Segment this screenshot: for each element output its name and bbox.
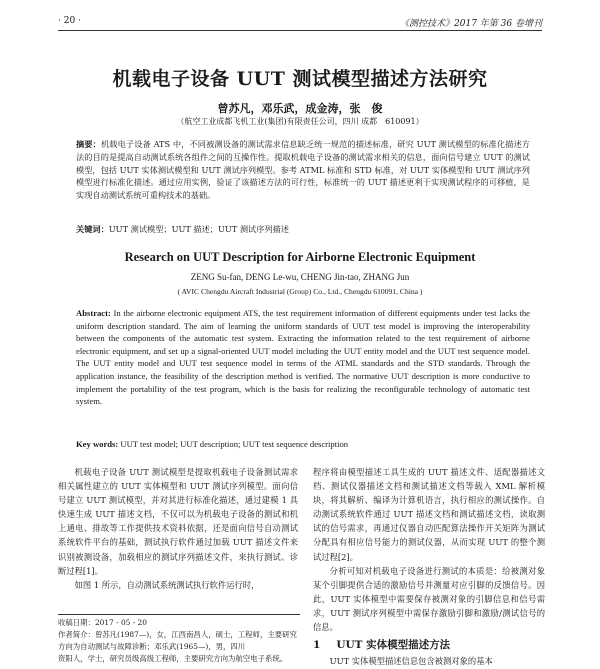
- received-date: 收稿日期：2017 - 05 - 20: [58, 618, 147, 627]
- page-number: · 20 ·: [58, 16, 81, 26]
- body-column-left: [58, 465, 298, 592]
- abstract-en: [76, 307, 530, 408]
- section-title: UUT 实体模型描述方法: [336, 639, 451, 651]
- footnote: [58, 614, 300, 665]
- abstract-cn: [76, 138, 530, 202]
- body-column-right: [313, 465, 545, 634]
- paper-title-en: Research on UUT Description for Airborne Electronic Equipment: [124, 250, 476, 264]
- body-paragraph: 如图 1 所示，自动测试系统测试执行软件运行时，: [74, 579, 260, 590]
- author-bio: 作者简介：曾苏凡(1987—)，女，江西南昌人，硕士，工程师，主要研究方向为自动测试与故障诊断；邓乐武(1965—)，男，四川: [58, 630, 297, 651]
- abstract-en-label: Abstract:: [76, 308, 111, 318]
- keywords-cn: [76, 224, 530, 235]
- affiliation-cn: （航空工业成都飞机工业(集团)有限责任公司，四川 成都 610091）: [176, 117, 424, 126]
- abstract-cn-label: 摘要：: [76, 139, 101, 149]
- keywords-cn-label: 关键词：: [76, 224, 109, 234]
- keywords-en-label: Key words:: [76, 439, 119, 449]
- keywords-cn-text: UUT 测试模型；UUT 描述；UUT 测试序列描述: [108, 224, 289, 234]
- authors-en: ZENG Su-fan, DENG Le-wu, CHENG Jin-tao, ZHANG Jun: [190, 272, 410, 282]
- affiliation-en: ( AVIC Chengdu Aircraft Industrial (Group) Co., Ltd., Chengdu 610091, China ): [177, 287, 423, 296]
- section-heading: [313, 637, 450, 652]
- section-number: 1: [313, 639, 321, 651]
- author-bio: 资阳人，学士，研究员级高级工程师，主要研究方向为航空电子系统。: [58, 654, 288, 663]
- paper-title-cn: 机载电子设备 UUT 测试模型描述方法研究: [112, 68, 488, 90]
- abstract-en-text: In the airborne electronic equipment ATS, the test requirement information of different equipments under test lacks the uniform description standard. The aim of learning the uniform standards of UUT test model is improving the interoperability between the components of the automatic test system. Extracting the information related to the test requirement of airborne electronic equipment, and set up a signal-oriented UUT model including the UUT entity model and the UUT test sequence model. The UUT entity model and UUT test sequence model in terms of the ATML standards and the STD standards. Through the application instance, the feasibility of the description method is verified. The normative UUT description is more conductive to implement the portability of the test program, which is the basis for realizing the reconfigurable technology of automatic test system.: [76, 308, 530, 407]
- abstract-cn-text: 机载电子设备 ATS 中，不同被测设备的测试需求信息缺乏统一规范的描述标准，研究 UUT 测试模型的标准化描述方法的目的是提高自动测试系统各组件之间的互操作性。提取机载电子设备的测试需求相关的信息，面向信号建立 UUT 的测试模型，包括 UUT 实体测试模型和 UUT 测试序列模型。参考 ATML 标准和 STD 标准，对 UUT 实体模型和 UUT 测试序列模型进行标准化描述。通过应用实例，验证了该描述方法的可行性，标准统一的 UUT 描述更利于实现测试程序的可移植，是实现自动测试系统可重构技术的基础。: [76, 139, 530, 201]
- running-header: [58, 14, 542, 31]
- body-paragraph: 分析可知对机载电子设备进行测试的本质是：给被测对象某个引脚提供合适的激励信号并测量对应引脚的反馈信号。因此，UUT 实体模型中需要保存被测对象的引脚信息和信号需求，UUT 测试序列模型中需保存激励引脚和激励/测试信号的信息。: [313, 565, 545, 633]
- body-paragraph: 机载电子设备 UUT 测试模型是提取机载电子设备测试需求相关属性建立的 UUT 实体模型和 UUT 测试序列模型。面向信号建立 UUT 测试模型，并对其进行标准化描述，通过建模 1 具快速生成 UUT 描述文档，不仅可以为机载电子设备的测试和机上通电、排故等工作提供技术资料依据，还是面向信号自动测试系统软件平台的基础，测试执行软件通过加载 UUT 描述文件来识别被测设备，加载相应的测试序列描述文件，来执行测试、诊断过程[1]。: [58, 467, 298, 576]
- body-paragraph-continued: 程序将由模型描述工具生成的 UUT 描述文件、适配器描述文档、测试仪器描述文档和测试描述文档等载入 XML 解析模块，将其解析、编译为计算机语言，执行相应的测试操作。自动测试系统软件通过 UUT 描述文档和测试描述文档，读取测试的信号需求，再通过仪器自动匹配算法操作开关矩阵为测试分配具有相应信号能力的测试仪器，从而实现 UUT 的整个测试过程[2]。: [313, 467, 545, 562]
- authors-cn: 曾苏凡，邓乐武，成金涛，张 俊: [217, 102, 383, 115]
- journal-name: 《测控技术》2017 年第 36 卷增刊: [400, 19, 542, 29]
- keywords-en-text: UUT test model; UUT description; UUT test sequence description: [118, 439, 349, 449]
- section-text: UUT 实体模型描述信息包含被测对象的基本: [329, 656, 493, 666]
- keywords-en: [76, 439, 530, 449]
